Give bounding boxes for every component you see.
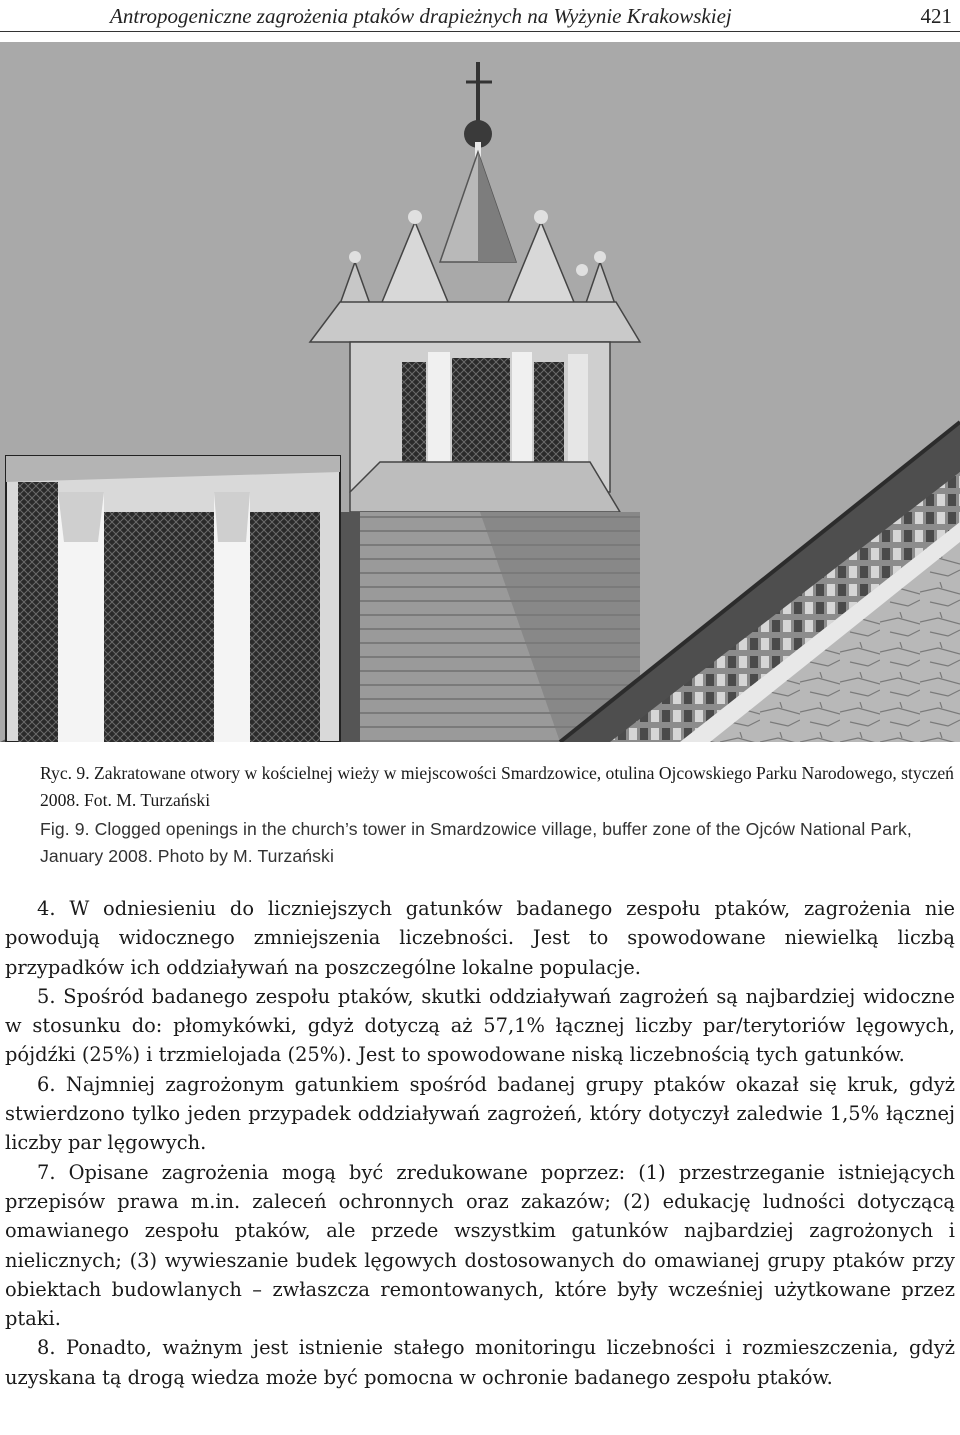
caption-pl-text: Ryc. 9. Zakratowane otwory w kościelnej wieży w miejscowości Smardzowice, otulina Ojcowskiego Parku Narodowego, styczeń 2008. Fot. M. Turzański: [40, 763, 954, 810]
running-title: Antropogeniczne zagrożenia ptaków drapieżnych na Wyżynie Krakowskiej: [110, 4, 732, 28]
paragraph-6: 6. Najmniej zagrożonym gatunkiem spośród badanej grupy ptaków okazał się kruk, gdyż stwierdzono tylko jeden przypadek oddziaływań zagrożeń, który dotyczył zaledwie 1,5% łącznej liczby par lęgowych.: [5, 1072, 955, 1155]
figure-caption-polish: [8, 760, 954, 814]
running-header: [0, 0, 960, 32]
paragraph-7: 7. Opisane zagrożenia mogą być zredukowane poprzez: (1) przestrzeganie istniejących przepisów prawa m.in. zaleceń ochronnych oraz zakazów; (2) edukację ludności dotyczącą omawianego zespołu ptaków, ale przede wszystkim gatunków najbardziej zagrożonych i nielicznych; (3) wywieszanie budek lęgowych dostosowanych do omawianej grupy ptaków przy obiektach budowlanych – zwłaszcza remontowanych, które były wcześniej użytkowane przez ptaki.: [5, 1160, 955, 1331]
paragraph-8: 8. Ponadto, ważnym jest istnienie stałego monitoringu liczebności i rozmieszczenia, gdyż uzyskana tą drogą wiedza może być pomocna w ochronie badanego zespołu ptaków.: [5, 1336, 955, 1389]
page-number: 421: [920, 4, 952, 28]
paragraph-4: 4. W odniesieniu do liczniejszych gatunków badanego zespołu ptaków, zagrożenia nie powodują widocznego zmniejszenia liczebności. Jest to spowodowane niewielką liczbą przypadków ich oddziaływań na poszczególne lokalne populacje.: [5, 897, 955, 979]
figure-caption-english: [8, 816, 954, 870]
header-rule: [0, 31, 960, 32]
church-tower-photo: [0, 42, 960, 742]
body-text: [5, 894, 955, 1392]
figure-photo: [0, 42, 960, 742]
caption-en-text: Fig. 9. Clogged openings in the church’s tower in Smardzowice village, buffer zone of the Ojców National Park, January 2008. Photo by M. Turzański: [40, 819, 912, 866]
paragraph-5: 5. Spośród badanego zespołu ptaków, skutki oddziaływań zagrożeń są najbardziej widoczne w stosunku do: płomykówki, gdyż dotyczą aż 57,1% łącznej liczby par/terytoriów lęgowych, pójdźki (25%) i trzmielojada (25%). Jest to spowodowane niską liczebnością tych gatunków.: [5, 984, 955, 1067]
